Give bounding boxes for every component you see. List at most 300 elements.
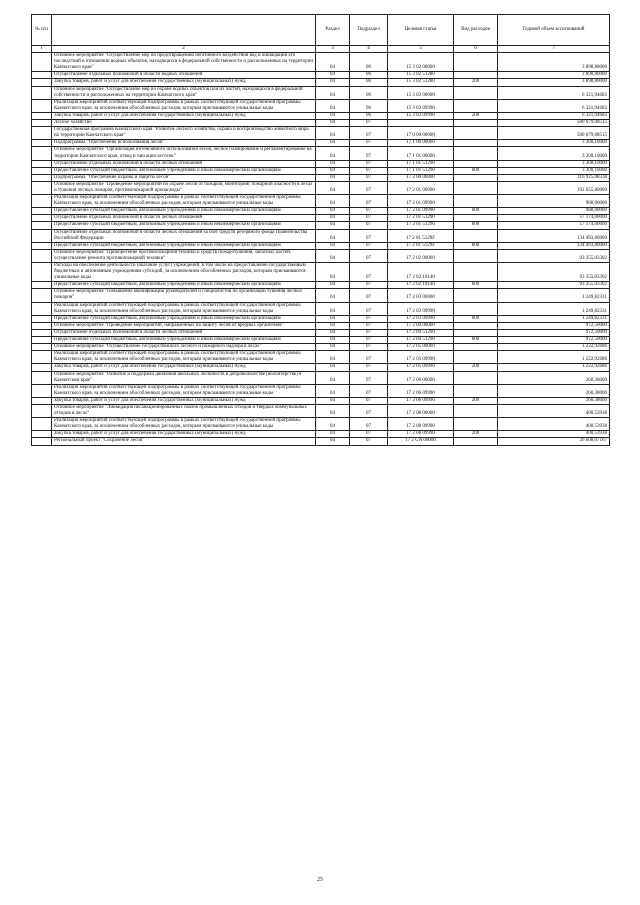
- cell-exptype: [454, 160, 498, 167]
- table-row: [32, 79, 610, 86]
- cell-subsection: 07: [350, 208, 388, 215]
- cell-exptype: [454, 120, 498, 127]
- cell-target: 17 2 01 00000: [388, 181, 454, 194]
- cell-target: 17 1 01 51290: [388, 167, 454, 174]
- cell-num: [32, 384, 52, 397]
- table-row: [32, 222, 610, 229]
- cell-name: Расходы на обеспечение деятельности (оказание услуг) учреждений, в том числе на предоставление государственным бюджетным и автономным учреждениям субсидий, за исключением обособленных расходов, которым присваиваются уникальные коды: [52, 263, 316, 282]
- cell-name: Основное мероприятие "Осуществление мер по охране водных объектов или их частей, находящихся в федеральной собственности и расположенных на территории Камчатского края": [52, 86, 316, 99]
- cell-target: 17 2 GA 00000: [388, 438, 454, 445]
- cell-subsection: 07: [350, 351, 388, 364]
- cell-section: 04: [316, 329, 350, 336]
- cell-amount: 1 249,82331: [498, 302, 610, 315]
- cell-section: 04: [316, 140, 350, 147]
- cell-num: [32, 289, 52, 302]
- cell-num: [32, 344, 52, 351]
- cell-name: Предоставление субсидий бюджетным, автономным учреждениям и иным некоммерческим организациям: [52, 315, 316, 322]
- table-row: [32, 215, 610, 222]
- cell-subsection: 07: [350, 289, 388, 302]
- cell-name: Региональный проект "Сохранение лесов": [52, 438, 316, 445]
- table-row: [32, 120, 610, 127]
- header-name: [52, 15, 316, 46]
- cell-exptype: 200: [454, 397, 498, 404]
- cell-num: [32, 53, 52, 72]
- cell-name: Реализация мероприятий соответствующей подпрограммы в рамках соответствующей государственной программы Камчатского края, за исключением обособленных расходов, которым присваиваются уникальные коды: [52, 384, 316, 397]
- cell-subsection: 07: [350, 371, 388, 384]
- cell-section: 04: [316, 53, 350, 72]
- cell-name: Основное мероприятие "Проведение мероприятий, направленных на защиту лесов от вредных организмов": [52, 322, 316, 329]
- cell-section: 04: [316, 160, 350, 167]
- cell-name: Реализация мероприятий соответствующей подпрограммы в рамках соответствующей государственной программы Камчатского края, за исключением обособленных расходов, которым присваиваются уникальные коды: [52, 351, 316, 364]
- cell-subsection: 07: [350, 438, 388, 445]
- table-row: [32, 302, 610, 315]
- cell-section: 04: [316, 438, 350, 445]
- cell-num: [32, 208, 52, 215]
- cell-name: Закупка товаров, работ и услуг для обеспечения государственных (муниципальных) нужд: [52, 79, 316, 86]
- table-row: [32, 315, 610, 322]
- cell-name: Основное мероприятие "Проведение мероприятий по охране лесов от пожаров, мониторинг пожарной опасности в лесах и тушения лесных пожаров, противопожарной пропаганды": [52, 181, 316, 194]
- cell-amount: 1 249,82331: [498, 315, 610, 322]
- cell-amount: 134 493,80000: [498, 229, 610, 242]
- cell-target: 15 3 02 00000: [388, 53, 454, 72]
- cell-num: [32, 404, 52, 417]
- cell-section: 04: [316, 147, 350, 160]
- cell-section: 04: [316, 418, 350, 431]
- cell-exptype: [454, 215, 498, 222]
- cell-section: 04: [316, 384, 350, 397]
- cell-exptype: [454, 86, 498, 99]
- cell-exptype: 600: [454, 242, 498, 249]
- cell-target: [388, 120, 454, 127]
- cell-num: [32, 282, 52, 289]
- cell-subsection: 07: [350, 174, 388, 181]
- cell-exptype: [454, 263, 498, 282]
- cell-name: Предоставление субсидий бюджетным, автономным учреждениям и иным некоммерческим организациям: [52, 222, 316, 229]
- cell-section: 04: [316, 431, 350, 438]
- cell-exptype: [454, 302, 498, 315]
- cell-target: 17 2 06 00000: [388, 371, 454, 384]
- cell-exptype: 200: [454, 431, 498, 438]
- cell-name: Осуществление отдельных полномочий в области лесных отношений: [52, 329, 316, 336]
- cell-amount: 500 679,08515: [498, 127, 610, 140]
- cell-exptype: [454, 195, 498, 208]
- cell-exptype: [454, 371, 498, 384]
- cell-amount: 1 222,92686: [498, 364, 610, 371]
- cell-target: 17 1 01 51290: [388, 160, 454, 167]
- cell-name: Основное мероприятие "Ликвидация несанкционированных свалок промышленных отходов и твердых коммунальных отходов в лесах": [52, 404, 316, 417]
- cell-exptype: [454, 351, 498, 364]
- cell-name: Основное мероприятие "Осуществление государственного лесного и пожарного надзора в лесах": [52, 344, 316, 351]
- cell-subsection: 07: [350, 249, 388, 262]
- column-number: 1: [32, 46, 52, 53]
- table-row: [32, 72, 610, 79]
- cell-target: 15 3 03 09990: [388, 99, 454, 112]
- table-row: [32, 53, 610, 72]
- cell-num: [32, 181, 52, 194]
- cell-num: [32, 351, 52, 364]
- cell-exptype: [454, 99, 498, 112]
- table-row: [32, 351, 610, 364]
- cell-target: 17 2 02 10140: [388, 263, 454, 282]
- cell-section: 04: [316, 397, 350, 404]
- cell-num: [32, 397, 52, 404]
- cell-name: Осуществление отдельных полномочий в области лесных отношений за счет средств резервного фонда Правительства Российской Федерации: [52, 229, 316, 242]
- cell-num: [32, 147, 52, 160]
- cell-section: 04: [316, 195, 350, 208]
- cell-subsection: 06: [350, 99, 388, 112]
- cell-num: [32, 215, 52, 222]
- cell-amount: 1 222,92686: [498, 351, 610, 364]
- cell-section: 04: [316, 371, 350, 384]
- cell-amount: 6 321,94683: [498, 112, 610, 119]
- cell-name: Основное мероприятие "Организация интенсивного использования лесов, лесное планирование и регламентирование на территории Камчатского края, отвод и таксация лесосек": [52, 147, 316, 160]
- cell-num: [32, 302, 52, 315]
- cell-amount: 93 355,03302: [498, 249, 610, 262]
- cell-section: 04: [316, 289, 350, 302]
- cell-amount: 3 898,80000: [498, 53, 610, 72]
- cell-amount: 260,38000: [498, 397, 610, 404]
- cell-section: 04: [316, 215, 350, 222]
- cell-exptype: [454, 289, 498, 302]
- cell-subsection: 07: [350, 229, 388, 242]
- cell-name: Предоставление субсидий бюджетным, автономным учреждениям и иным некоммерческим организациям: [52, 208, 316, 215]
- header-amount: Годовой объем ассигнований: [498, 15, 610, 46]
- cell-exptype: 200: [454, 364, 498, 371]
- cell-section: 04: [316, 242, 350, 249]
- cell-section: 04: [316, 404, 350, 417]
- cell-num: [32, 371, 52, 384]
- cell-exptype: [454, 344, 498, 351]
- cell-section: 04: [316, 99, 350, 112]
- cell-target: 17 2 02 00000: [388, 249, 454, 262]
- cell-exptype: 600: [454, 222, 498, 229]
- header-target: Целевая статья: [388, 15, 454, 46]
- cell-subsection: 07: [350, 181, 388, 194]
- table-row: [32, 282, 610, 289]
- column-number: 7: [498, 46, 610, 53]
- cell-section: 04: [316, 249, 350, 262]
- table-row: [32, 397, 610, 404]
- cell-target: 17 2 08 09990: [388, 431, 454, 438]
- cell-target: 17 2 02 10140: [388, 282, 454, 289]
- cell-subsection: 07: [350, 147, 388, 160]
- cell-amount: 260,38000: [498, 371, 610, 384]
- cell-section: 04: [316, 364, 350, 371]
- cell-subsection: 07: [350, 282, 388, 289]
- cell-subsection: 07: [350, 302, 388, 315]
- cell-section: 04: [316, 351, 350, 364]
- cell-amount: 6 321,94683: [498, 99, 610, 112]
- cell-section: 04: [316, 315, 350, 322]
- cell-amount: 972,50000: [498, 322, 610, 329]
- cell-section: 04: [316, 282, 350, 289]
- cell-section: 04: [316, 127, 350, 140]
- cell-amount: 134 493,80000: [498, 242, 610, 249]
- cell-num: [32, 315, 52, 322]
- column-number: 6: [454, 46, 498, 53]
- table-row: [32, 337, 610, 344]
- cell-amount: 316 925,08338: [498, 174, 610, 181]
- cell-num: [32, 249, 52, 262]
- cell-name: Основное мероприятие "Осуществление мер по предотвращению негативного воздействия вод и ликвидации его последствий в отношении водных объектов, находящихся в федеральной собственности и расположенных на территории Камчатского края": [52, 53, 316, 72]
- cell-target: 17 1 00 00000: [388, 140, 454, 147]
- cell-exptype: [454, 249, 498, 262]
- cell-amount: 3 898,80000: [498, 72, 610, 79]
- cell-exptype: [454, 53, 498, 72]
- cell-amount: 26 608,07167: [498, 438, 610, 445]
- cell-exptype: [454, 147, 498, 160]
- cell-num: [32, 79, 52, 86]
- cell-target: 17 0 00 00000: [388, 127, 454, 140]
- cell-name: Основное мероприятие "Повышение квалификации руководителей и специалистов по организации тушения лесных пожаров": [52, 289, 316, 302]
- cell-exptype: [454, 329, 498, 336]
- cell-subsection: 07: [350, 404, 388, 417]
- cell-name: Предоставление субсидий бюджетным, автономным учреждениям и иным некоммерческим организациям: [52, 242, 316, 249]
- cell-exptype: 600: [454, 167, 498, 174]
- cell-target: 17 2 06 09990: [388, 384, 454, 397]
- cell-num: [32, 329, 52, 336]
- table-row: [32, 112, 610, 119]
- cell-target: 17 2 05 09990: [388, 364, 454, 371]
- cell-exptype: [454, 140, 498, 147]
- budget-table: [31, 14, 610, 446]
- cell-num: [32, 72, 52, 79]
- cell-num: [32, 418, 52, 431]
- table-row: [32, 160, 610, 167]
- column-number: 3: [316, 46, 350, 53]
- cell-section: 04: [316, 229, 350, 242]
- cell-subsection: 07: [350, 120, 388, 127]
- cell-name: Подпрограмма "Обеспечение охраны и защиты лесов": [52, 174, 316, 181]
- cell-subsection: 07: [350, 195, 388, 208]
- cell-name: Реализация мероприятий соответствующей подпрограммы в рамках соответствующей государственной программы Камчатского края, за исключением обособленных расходов, которым присваиваются уникальные коды: [52, 418, 316, 431]
- cell-num: [32, 167, 52, 174]
- cell-subsection: 07: [350, 397, 388, 404]
- page-number: 25: [317, 877, 323, 883]
- cell-name: Основное мероприятие "Развитие и поддержка движения школьных лесничеств в добровольчестве (волонтерстве) в Камчатском крае": [52, 371, 316, 384]
- cell-name: Осуществление отдельных полномочий в области лесных отношений: [52, 215, 316, 222]
- cell-name: Осуществление отдельных полномочий в области лесных отношений: [52, 160, 316, 167]
- cell-subsection: 07: [350, 337, 388, 344]
- cell-target: 17 2 08 00000: [388, 404, 454, 417]
- cell-target: 15 3 03 00000: [388, 86, 454, 99]
- cell-exptype: [454, 418, 498, 431]
- cell-section: 04: [316, 112, 350, 119]
- cell-section: 04: [316, 337, 350, 344]
- cell-section: 04: [316, 263, 350, 282]
- cell-amount: 500 679,08515: [498, 120, 610, 127]
- cell-target: 17 2 01 51290: [388, 215, 454, 222]
- cell-amount: 988,00000: [498, 195, 610, 208]
- cell-exptype: [454, 174, 498, 181]
- cell-target: 17 2 04 51290: [388, 329, 454, 336]
- table-row: [32, 229, 610, 242]
- cell-num: [32, 364, 52, 371]
- cell-num: [32, 242, 52, 249]
- header-subsection: Подраздел: [350, 15, 388, 46]
- cell-subsection: 07: [350, 344, 388, 351]
- table-row: [32, 86, 610, 99]
- cell-target: 17 2 01 5129F: [388, 229, 454, 242]
- cell-amount: 57 174,00000: [498, 222, 610, 229]
- cell-section: 04: [316, 86, 350, 99]
- cell-section: 04: [316, 79, 350, 86]
- cell-amount: 93 355,03302: [498, 263, 610, 282]
- cell-subsection: 07: [350, 140, 388, 147]
- table-row: [32, 431, 610, 438]
- cell-num: [32, 174, 52, 181]
- cell-name: Закупка товаров, работ и услуг для обеспечения государственных (муниципальных) нужд: [52, 364, 316, 371]
- column-number: 2: [52, 46, 316, 53]
- cell-exptype: [454, 229, 498, 242]
- cell-name: Закупка товаров, работ и услуг для обеспечения государственных (муниципальных) нужд: [52, 431, 316, 438]
- cell-name: Лесное хозяйство: [52, 120, 316, 127]
- table-row: [32, 99, 610, 112]
- cell-exptype: [454, 384, 498, 397]
- cell-target: 17 2 08 09990: [388, 418, 454, 431]
- cell-exptype: 600: [454, 315, 498, 322]
- cell-exptype: 600: [454, 208, 498, 215]
- cell-name: Предоставление субсидий бюджетным, автономным учреждениям и иным некоммерческим организациям: [52, 337, 316, 344]
- cell-amount: 400,53938: [498, 404, 610, 417]
- cell-amount: 3 898,80000: [498, 79, 610, 86]
- cell-subsection: 07: [350, 167, 388, 174]
- cell-target: 17 2 00 00000: [388, 174, 454, 181]
- table-row: [32, 208, 610, 215]
- table-row: [32, 167, 610, 174]
- table-body: [32, 53, 610, 445]
- cell-name: Закупка товаров, работ и услуг для обеспечения государственных (муниципальных) нужд: [52, 397, 316, 404]
- cell-target: 17 1 01 00000: [388, 147, 454, 160]
- cell-num: [32, 337, 52, 344]
- cell-num: [32, 322, 52, 329]
- table-row: [32, 147, 610, 160]
- cell-section: 04: [316, 167, 350, 174]
- cell-amount: 3 300,10000: [498, 140, 610, 147]
- cell-section: 04: [316, 344, 350, 351]
- cell-subsection: 06: [350, 72, 388, 79]
- cell-subsection: 07: [350, 160, 388, 167]
- cell-target: 15 3 03 09990: [388, 112, 454, 119]
- cell-amount: 972,50000: [498, 337, 610, 344]
- cell-subsection: 07: [350, 322, 388, 329]
- cell-subsection: 07: [350, 431, 388, 438]
- cell-target: 17 2 05 00000: [388, 344, 454, 351]
- cell-name: Реализация мероприятий соответствующей подпрограммы в рамках соответствующей государственной программы Камчатского края, за исключением обособленных расходов, которым присваиваются уникальные коды: [52, 195, 316, 208]
- column-number: 5: [388, 46, 454, 53]
- cell-amount: 1 249,82331: [498, 289, 610, 302]
- cell-target: 17 2 01 09990: [388, 208, 454, 215]
- budget-table-sheet: [31, 14, 609, 446]
- table-row: [32, 127, 610, 140]
- table-row: [32, 249, 610, 262]
- table-row: [32, 364, 610, 371]
- cell-subsection: 07: [350, 263, 388, 282]
- table-row: [32, 404, 610, 417]
- column-number-row: [32, 46, 610, 53]
- cell-num: [32, 195, 52, 208]
- cell-num: [32, 127, 52, 140]
- cell-target: 17 2 06 09990: [388, 397, 454, 404]
- cell-amount: 400,53938: [498, 418, 610, 431]
- cell-exptype: 600: [454, 282, 498, 289]
- cell-subsection: 06: [350, 86, 388, 99]
- table-row: [32, 329, 610, 336]
- cell-exptype: [454, 404, 498, 417]
- cell-num: [32, 222, 52, 229]
- cell-subsection: 07: [350, 127, 388, 140]
- table-row: [32, 371, 610, 384]
- cell-section: 04: [316, 120, 350, 127]
- cell-target: 17 2 01 5129F: [388, 242, 454, 249]
- cell-target: 17 2 05 09990: [388, 351, 454, 364]
- cell-num: [32, 86, 52, 99]
- cell-num: [32, 140, 52, 147]
- cell-target: 15 3 02 51280: [388, 72, 454, 79]
- cell-amount: 3 300,10000: [498, 147, 610, 160]
- cell-subsection: 07: [350, 315, 388, 322]
- table-header: [32, 15, 610, 53]
- header-exptype: Вид расходов: [454, 15, 498, 46]
- cell-exptype: [454, 127, 498, 140]
- table-row: [32, 384, 610, 397]
- table-row: [32, 174, 610, 181]
- cell-target: 17 2 01 51290: [388, 222, 454, 229]
- cell-num: [32, 120, 52, 127]
- table-row: [32, 322, 610, 329]
- cell-amount: 260,38000: [498, 384, 610, 397]
- cell-amount: 57 174,00000: [498, 215, 610, 222]
- cell-num: [32, 99, 52, 112]
- cell-exptype: [454, 322, 498, 329]
- cell-exptype: [454, 438, 498, 445]
- cell-amount: 1 222,92686: [498, 344, 610, 351]
- cell-exptype: [454, 72, 498, 79]
- cell-target: 15 3 02 51280: [388, 79, 454, 86]
- table-row: [32, 140, 610, 147]
- table-row: [32, 242, 610, 249]
- cell-section: 04: [316, 208, 350, 215]
- cell-subsection: 06: [350, 79, 388, 86]
- table-row: [32, 195, 610, 208]
- table-row: [32, 181, 610, 194]
- cell-num: [32, 431, 52, 438]
- cell-subsection: 07: [350, 329, 388, 336]
- cell-name: Реализация мероприятий соответствующей подпрограммы в рамках соответствующей государственной программы Камчатского края, за исключением обособленных расходов, которым присваиваются уникальные коды: [52, 302, 316, 315]
- cell-subsection: 07: [350, 418, 388, 431]
- cell-num: [32, 438, 52, 445]
- cell-num: [32, 229, 52, 242]
- cell-name: Предоставление субсидий бюджетным, автономным учреждениям и иным некоммерческим организациям: [52, 167, 316, 174]
- cell-target: 17 2 03 00000: [388, 289, 454, 302]
- cell-name: Закупка товаров, работ и услуг для обеспечения государственных (муниципальных) нужд: [52, 112, 316, 119]
- cell-exptype: 200: [454, 79, 498, 86]
- cell-target: 17 2 03 09990: [388, 302, 454, 315]
- cell-amount: 972,50000: [498, 329, 610, 336]
- cell-amount: 6 321,94683: [498, 86, 610, 99]
- cell-section: 04: [316, 302, 350, 315]
- cell-amount: 400,53938: [498, 431, 610, 438]
- cell-section: 04: [316, 181, 350, 194]
- cell-target: 17 2 01 09990: [388, 195, 454, 208]
- cell-name: Подпрограмма "Обеспечение использования лесов": [52, 140, 316, 147]
- cell-exptype: 200: [454, 112, 498, 119]
- table-row: [32, 438, 610, 445]
- cell-section: 04: [316, 222, 350, 229]
- cell-exptype: 600: [454, 337, 498, 344]
- cell-target: 17 2 03 09990: [388, 315, 454, 322]
- cell-name: Основное мероприятие "Приобретение противопожарной техники и средств пожаротушения, запасных частей, осуществление ремонта противопожарной техники": [52, 249, 316, 262]
